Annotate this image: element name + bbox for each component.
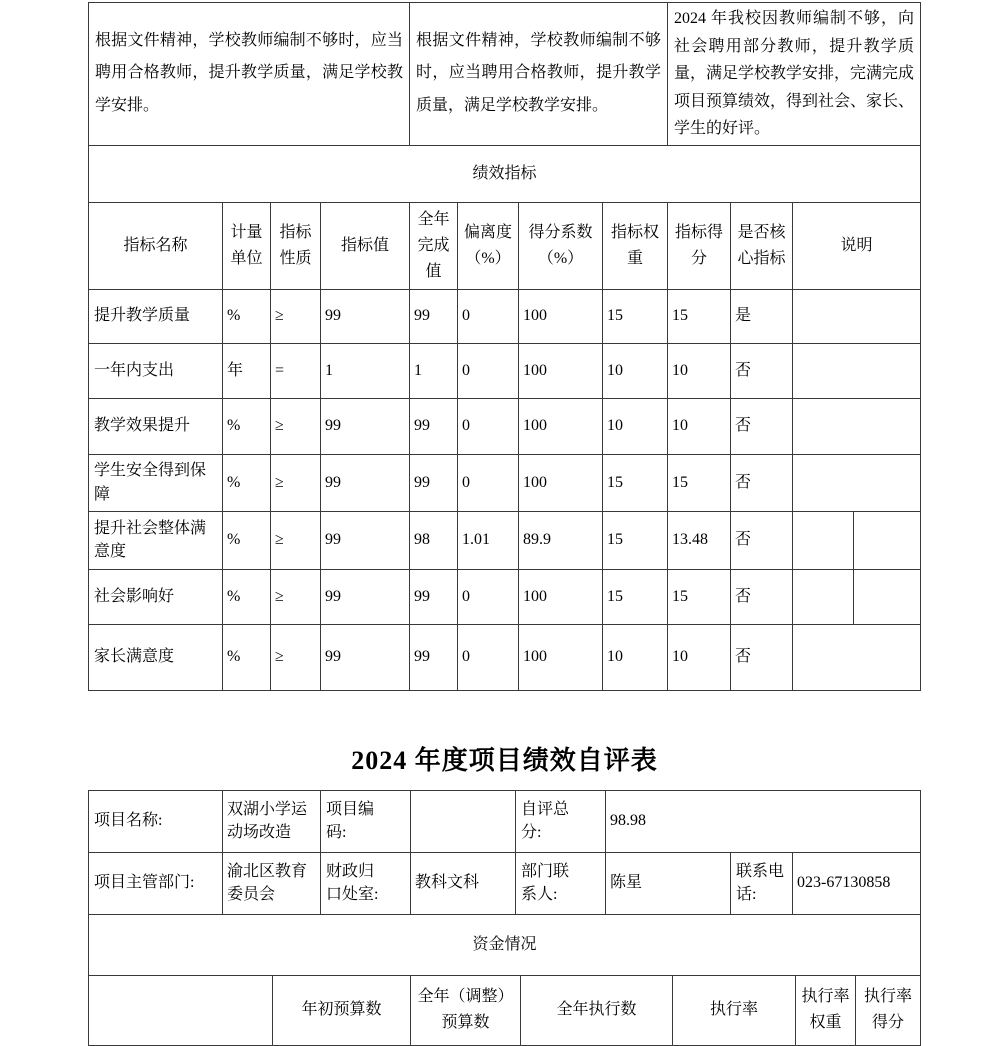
deviation-cell: 0: [458, 624, 519, 690]
core-cell: 是: [731, 289, 793, 343]
self-score-label: 自评总分:: [516, 790, 606, 852]
weight-cell: 15: [603, 569, 668, 624]
header-weight: 指标权重: [603, 202, 668, 289]
deviation-cell: 0: [458, 289, 519, 343]
coefficient-cell: 100: [519, 343, 603, 398]
target-cell: 99: [321, 624, 410, 690]
target-cell: 99: [321, 569, 410, 624]
completed-cell: 1: [410, 343, 458, 398]
deviation-cell: 0: [458, 398, 519, 454]
completed-cell: 99: [410, 624, 458, 690]
finance-office-value: 教科文科: [411, 852, 516, 914]
page-title: 2024 年度项目绩效自评表: [351, 745, 658, 775]
unit-cell: %: [223, 624, 271, 690]
project-name-value: 双湖小学运动场改造: [223, 790, 321, 852]
core-cell: 否: [731, 569, 793, 624]
score-cell: 13.48: [668, 511, 731, 569]
header-score: 指标得分: [668, 202, 731, 289]
completed-cell: 98: [410, 511, 458, 569]
note-cell: [793, 454, 921, 511]
self-score-value: 98.98: [606, 790, 921, 852]
unit-cell: %: [223, 569, 271, 624]
target-cell: 99: [321, 398, 410, 454]
funds-header-initial-budget: 年初预算数: [273, 975, 411, 1045]
goal-text-cell-1: 根据文件精神，学校教师编制不够时，应当聘用合格教师，提升教学质量，满足学校教学安排。: [89, 3, 410, 146]
note-cell-2: [854, 569, 921, 624]
table-row: [89, 852, 921, 914]
phone-value: 023-67130858: [793, 852, 921, 914]
header-indicator-name: 指标名称: [89, 202, 223, 289]
table-row: [89, 624, 921, 690]
indicator-name-cell: 提升教学质量: [89, 289, 223, 343]
table-header-row: [89, 202, 921, 289]
coefficient-cell: 89.9: [519, 511, 603, 569]
core-cell: 否: [731, 624, 793, 690]
funds-header-adjusted-budget: 全年（调整）预算数: [411, 975, 521, 1045]
header-nature: 指标性质: [271, 202, 321, 289]
unit-cell: %: [223, 511, 271, 569]
indicator-name-cell: 社会影响好: [89, 569, 223, 624]
score-cell: 15: [668, 569, 731, 624]
table-row: [89, 343, 921, 398]
table-row: [89, 289, 921, 343]
completed-cell: 99: [410, 569, 458, 624]
table-row: [89, 3, 921, 146]
header-note: 说明: [793, 202, 921, 289]
goal-text-cell-2: 根据文件精神，学校教师编制不够时，应当聘用合格教师，提升教学质量，满足学校教学安排。: [410, 3, 668, 146]
deviation-cell: 0: [458, 454, 519, 511]
document-page: [88, 0, 922, 1046]
dept-value: 渝北区教育委员会: [223, 852, 321, 914]
score-cell: 10: [668, 624, 731, 690]
score-cell: 10: [668, 343, 731, 398]
nature-cell: ≥: [271, 289, 321, 343]
score-cell: 15: [668, 289, 731, 343]
header-completed-value: 全年完成值: [410, 202, 458, 289]
funds-header-rate-weight: 执行率权重: [796, 975, 856, 1045]
indicator-name-cell: 教学效果提升: [89, 398, 223, 454]
note-cell: [793, 398, 921, 454]
note-cell: [793, 289, 921, 343]
note-cell: [793, 343, 921, 398]
dept-label: 项目主管部门:: [89, 852, 223, 914]
header-deviation: 偏离度（%）: [458, 202, 519, 289]
nature-cell: ≥: [271, 454, 321, 511]
section-title-funds: 资金情况: [89, 914, 921, 975]
core-cell: 否: [731, 511, 793, 569]
table-row: [89, 511, 921, 569]
indicators-table: [88, 2, 921, 691]
contact-label: 部门联系人:: [516, 852, 606, 914]
note-cell: [793, 624, 921, 690]
project-code-label: 项目编码:: [321, 790, 411, 852]
deviation-cell: 0: [458, 343, 519, 398]
indicator-name-cell: 学生安全得到保障: [89, 454, 223, 511]
coefficient-cell: 100: [519, 624, 603, 690]
weight-cell: 10: [603, 398, 668, 454]
table-row: [89, 569, 921, 624]
note-cell: [793, 511, 854, 569]
nature-cell: ≥: [271, 569, 321, 624]
finance-office-label: 财政归口处室:: [321, 852, 411, 914]
header-target-value: 指标值: [321, 202, 410, 289]
note-cell-2: [854, 511, 921, 569]
section-title-performance-indicators: 绩效指标: [89, 145, 921, 202]
indicator-name-cell: 家长满意度: [89, 624, 223, 690]
coefficient-cell: 100: [519, 289, 603, 343]
coefficient-cell: 100: [519, 454, 603, 511]
table-row: [89, 145, 921, 202]
table-row: [89, 454, 921, 511]
target-cell: 99: [321, 511, 410, 569]
table-row: [89, 790, 921, 852]
nature-cell: =: [271, 343, 321, 398]
weight-cell: 15: [603, 289, 668, 343]
indicator-name-cell: 提升社会整体满意度: [89, 511, 223, 569]
table-header-row: [89, 975, 921, 1045]
weight-cell: 15: [603, 511, 668, 569]
funds-header-executed: 全年执行数: [521, 975, 673, 1045]
completed-cell: 99: [410, 454, 458, 511]
project-info-table: [88, 790, 921, 976]
score-cell: 10: [668, 398, 731, 454]
contact-value: 陈星: [606, 852, 731, 914]
funds-table: [88, 975, 921, 1046]
note-cell: [793, 569, 854, 624]
unit-cell: %: [223, 454, 271, 511]
completed-cell: 99: [410, 398, 458, 454]
funds-header-rate-score: 执行率得分: [856, 975, 921, 1045]
nature-cell: ≥: [271, 398, 321, 454]
completed-cell: 99: [410, 289, 458, 343]
header-unit: 计量单位: [223, 202, 271, 289]
result-text-cell: 2024 年我校因教师编制不够，向社会聘用部分教师，提升教学质量，满足学校教学安排，完满完成项目预算绩效，得到社会、家长、学生的好评。: [668, 3, 921, 146]
score-cell: 15: [668, 454, 731, 511]
core-cell: 否: [731, 343, 793, 398]
weight-cell: 10: [603, 624, 668, 690]
header-score-coefficient: 得分系数（%）: [519, 202, 603, 289]
deviation-cell: 0: [458, 569, 519, 624]
unit-cell: %: [223, 289, 271, 343]
weight-cell: 15: [603, 454, 668, 511]
project-name-label: 项目名称:: [89, 790, 223, 852]
nature-cell: ≥: [271, 624, 321, 690]
core-cell: 否: [731, 398, 793, 454]
project-code-value: [411, 790, 516, 852]
coefficient-cell: 100: [519, 398, 603, 454]
header-is-core: 是否核心指标: [731, 202, 793, 289]
deviation-cell: 1.01: [458, 511, 519, 569]
phone-label: 联系电话:: [731, 852, 793, 914]
weight-cell: 10: [603, 343, 668, 398]
core-cell: 否: [731, 454, 793, 511]
coefficient-cell: 100: [519, 569, 603, 624]
funds-header-empty: [89, 975, 273, 1045]
funds-header-execution-rate: 执行率: [673, 975, 796, 1045]
table-row: [89, 398, 921, 454]
target-cell: 1: [321, 343, 410, 398]
target-cell: 99: [321, 289, 410, 343]
unit-cell: 年: [223, 343, 271, 398]
table-row: [89, 914, 921, 975]
indicator-name-cell: 一年内支出: [89, 343, 223, 398]
target-cell: 99: [321, 454, 410, 511]
nature-cell: ≥: [271, 511, 321, 569]
unit-cell: %: [223, 398, 271, 454]
